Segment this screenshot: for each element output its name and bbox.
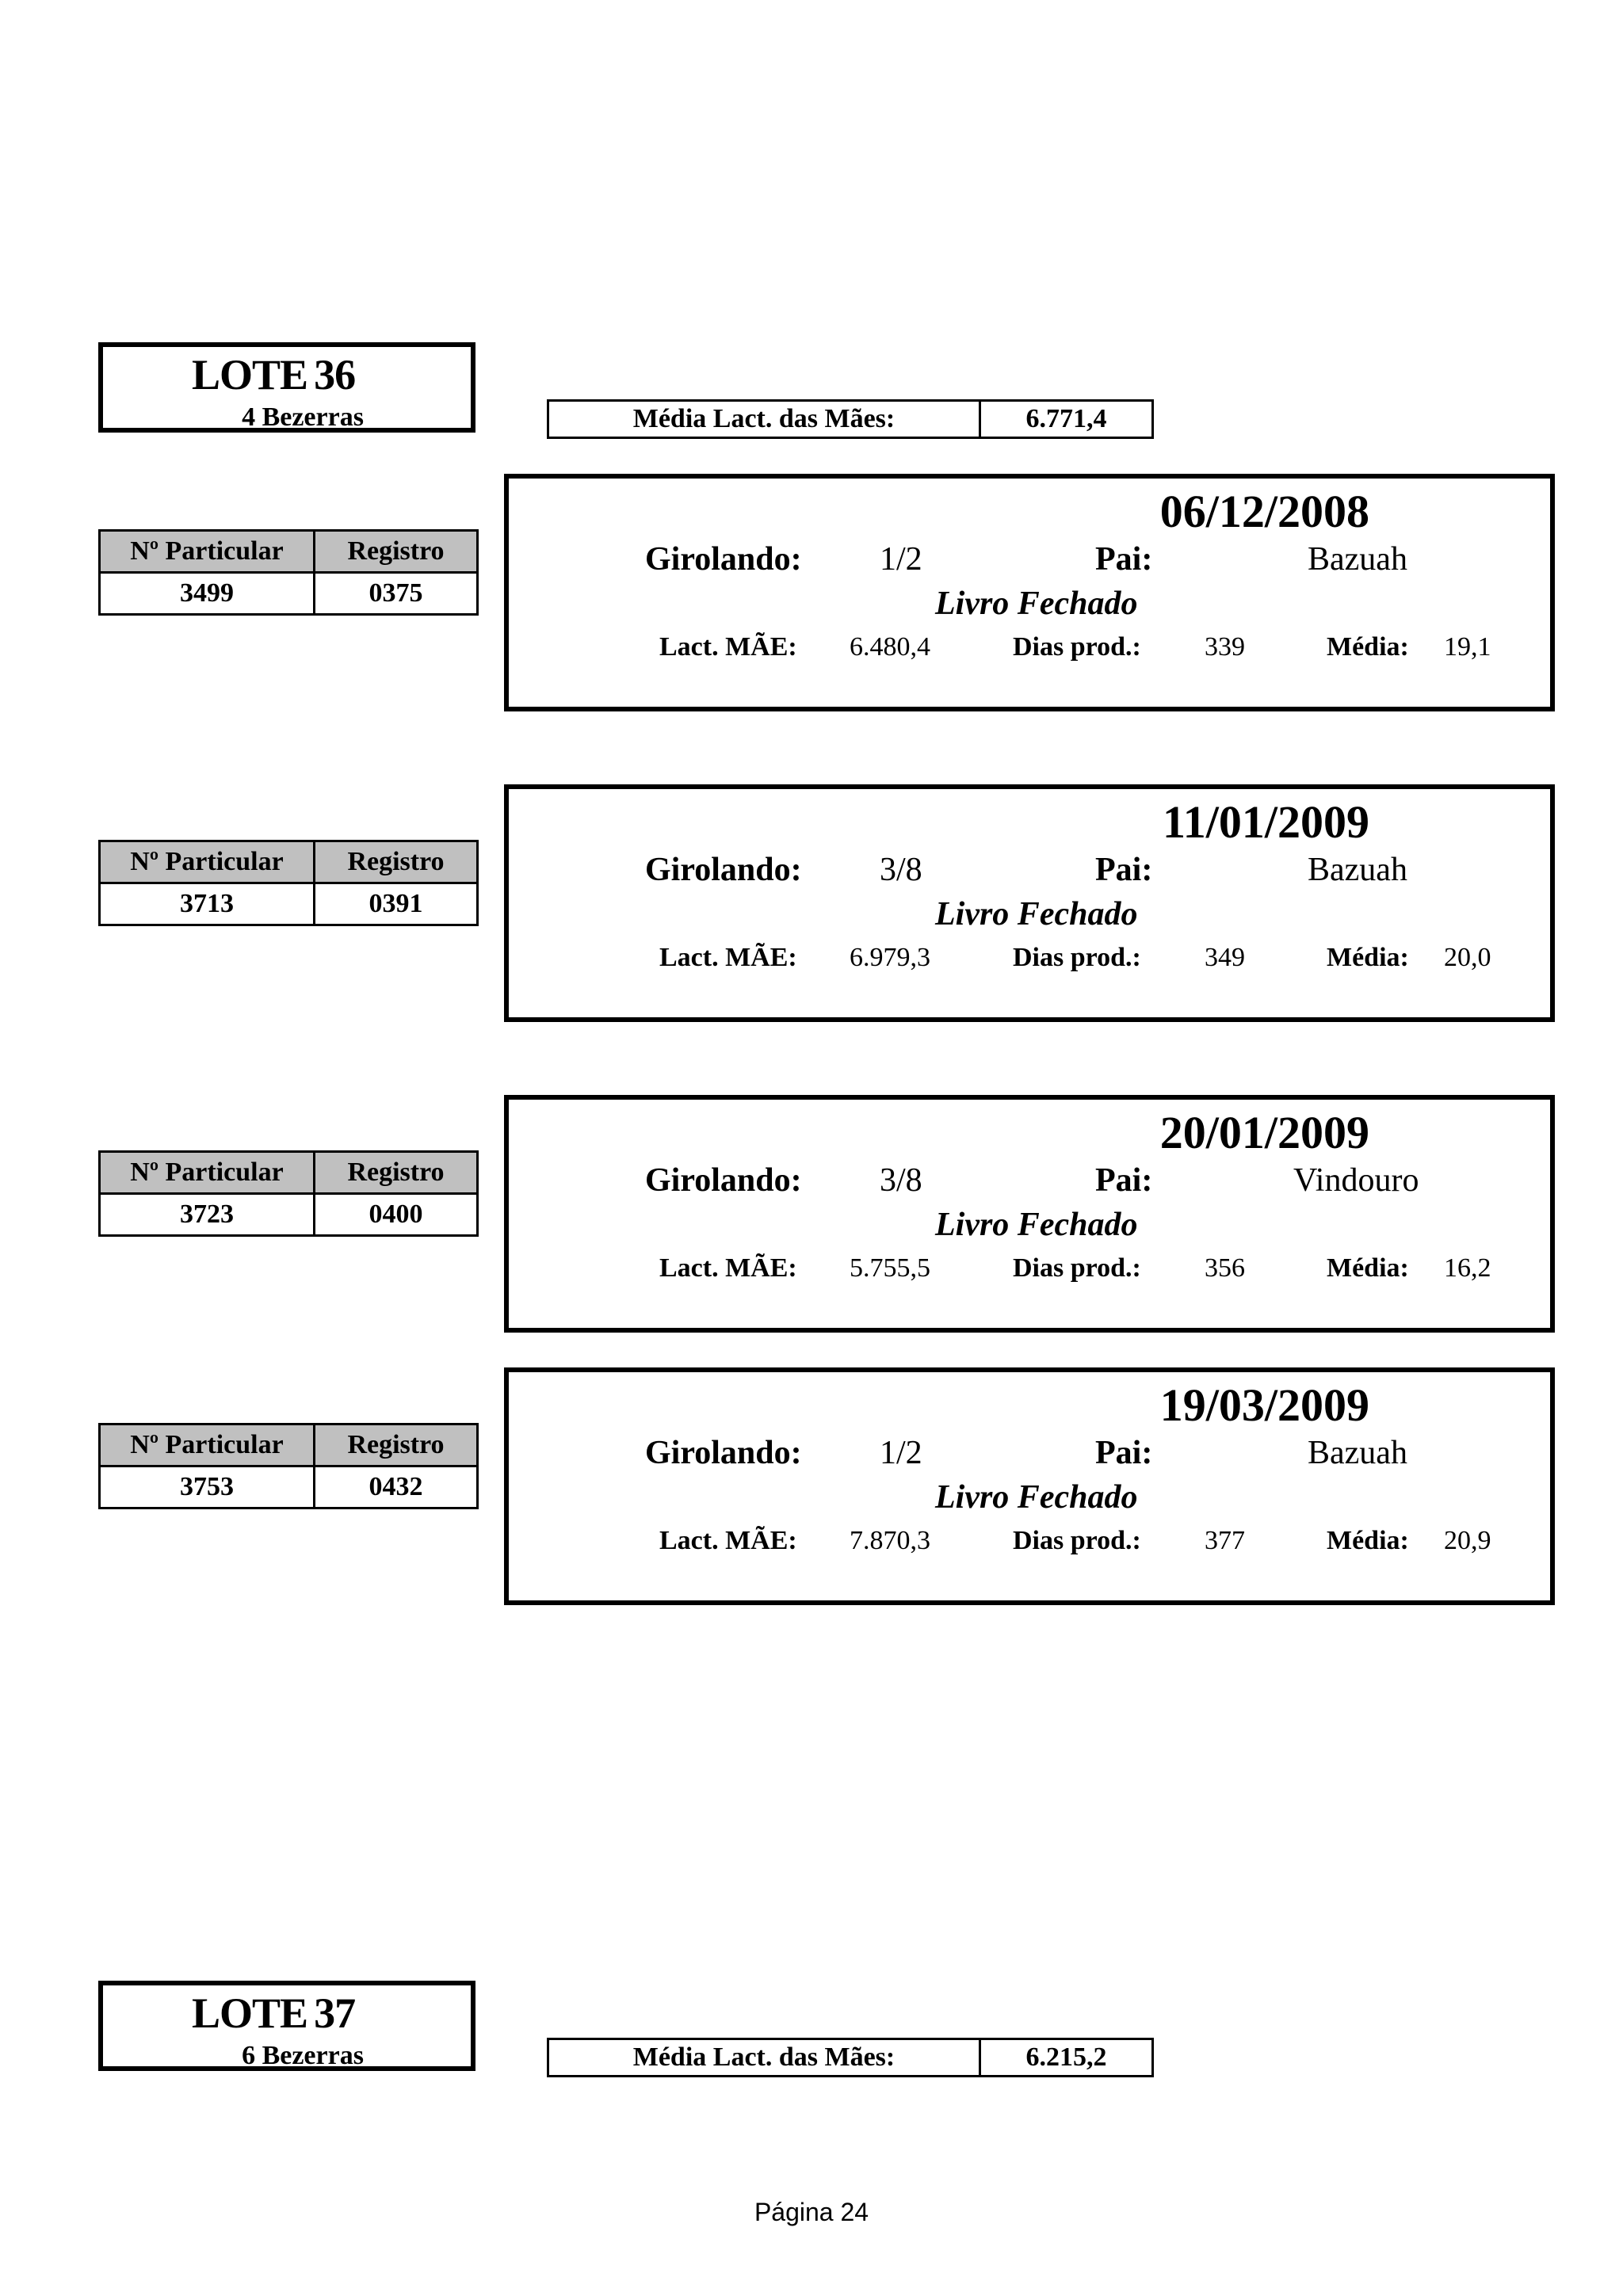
lote-title: LOTE 36 [192,351,356,399]
header-particular: Nº Particular [100,1425,315,1466]
registro-value: 0400 [315,1194,478,1236]
media-label: Média Lact. das Mães: [549,402,981,437]
dias-prod-value: 377 [1205,1526,1245,1555]
pai-value: Bazuah [1308,1435,1407,1471]
dias-prod-label: Dias prod.: [1013,632,1141,662]
birth-date: 20/01/2009 [1159,1107,1369,1158]
pai-value: Bazuah [1308,541,1407,578]
media-label: Média Lact. das Mães: [549,2040,981,2075]
media-label: Média: [1327,943,1409,972]
lact-mae-value: 6.480,4 [850,632,930,662]
media-label: Média: [1327,1253,1409,1283]
girolando-value: 3/8 [880,852,922,888]
girolando-value: 3/8 [880,1162,922,1199]
dias-prod-label: Dias prod.: [1013,943,1141,972]
particular-value: 3723 [100,1194,315,1236]
girolando-label: Girolando: [645,1162,802,1199]
lact-mae-label: Lact. MÃE: [659,632,797,662]
dias-prod-label: Dias prod.: [1013,1526,1141,1555]
lact-mae-label: Lact. MÃE: [659,943,797,972]
lact-mae-value: 7.870,3 [850,1526,930,1555]
lact-mae-value: 5.755,5 [850,1253,930,1283]
pai-value: Bazuah [1308,852,1407,888]
media-lactacao-box [547,2038,1154,2077]
header-registro: Registro [315,1152,478,1194]
registro-value: 0432 [315,1466,478,1508]
livro-status: Livro Fechado [935,1479,1138,1516]
lact-mae-label: Lact. MÃE: [659,1253,797,1283]
header-registro: Registro [315,1425,478,1466]
media-label: Média: [1327,1526,1409,1555]
lact-mae-value: 6.979,3 [850,943,930,972]
lote-subtitle: 6 Bezerras [242,2041,364,2070]
dias-prod-value: 349 [1205,943,1245,972]
lact-mae-label: Lact. MÃE: [659,1526,797,1555]
header-registro: Registro [315,531,478,573]
pai-value: Vindouro [1293,1162,1419,1199]
lote-box [98,342,475,433]
girolando-value: 1/2 [880,541,922,578]
particular-value: 3713 [100,883,315,925]
header-registro: Registro [315,841,478,883]
animal-id-table [98,1423,479,1509]
animal-card [504,784,1555,1022]
media-value: 19,1 [1444,632,1491,662]
animal-id-table [98,1150,479,1237]
animal-id-table [98,840,479,926]
particular-value: 3753 [100,1466,315,1508]
media-label: Média: [1327,632,1409,662]
media-value: 6.215,2 [1025,2042,1107,2072]
animal-card [504,474,1555,711]
media-lactacao-box [547,399,1154,439]
pai-label: Pai: [1095,1435,1153,1471]
girolando-label: Girolando: [645,852,802,888]
birth-date: 11/01/2009 [1162,796,1369,848]
dias-prod-value: 356 [1205,1253,1245,1283]
header-particular: Nº Particular [100,841,315,883]
animal-id-table [98,529,479,616]
registro-value: 0391 [315,883,478,925]
birth-date: 06/12/2008 [1159,486,1369,537]
animal-card [504,1095,1555,1333]
girolando-label: Girolando: [645,541,802,578]
lote-box [98,1981,475,2071]
dias-prod-label: Dias prod.: [1013,1253,1141,1283]
girolando-value: 1/2 [880,1435,922,1471]
pai-label: Pai: [1095,541,1153,578]
livro-status: Livro Fechado [935,1207,1138,1243]
header-particular: Nº Particular [100,1152,315,1194]
lote-title: LOTE 37 [192,1989,356,2037]
media-value: 20,9 [1444,1526,1491,1555]
livro-status: Livro Fechado [935,896,1138,933]
page-number: Página 24 [754,2198,869,2226]
animal-card [504,1367,1555,1605]
pai-label: Pai: [1095,852,1153,888]
registro-value: 0375 [315,573,478,615]
livro-status: Livro Fechado [935,585,1138,622]
pai-label: Pai: [1095,1162,1153,1199]
media-value: 20,0 [1444,943,1491,972]
dias-prod-value: 339 [1205,632,1245,662]
girolando-label: Girolando: [645,1435,802,1471]
particular-value: 3499 [100,573,315,615]
media-value: 6.771,4 [1025,404,1107,433]
media-value: 16,2 [1444,1253,1491,1283]
lote-subtitle: 4 Bezerras [242,402,364,432]
header-particular: Nº Particular [100,531,315,573]
birth-date: 19/03/2009 [1159,1379,1369,1431]
